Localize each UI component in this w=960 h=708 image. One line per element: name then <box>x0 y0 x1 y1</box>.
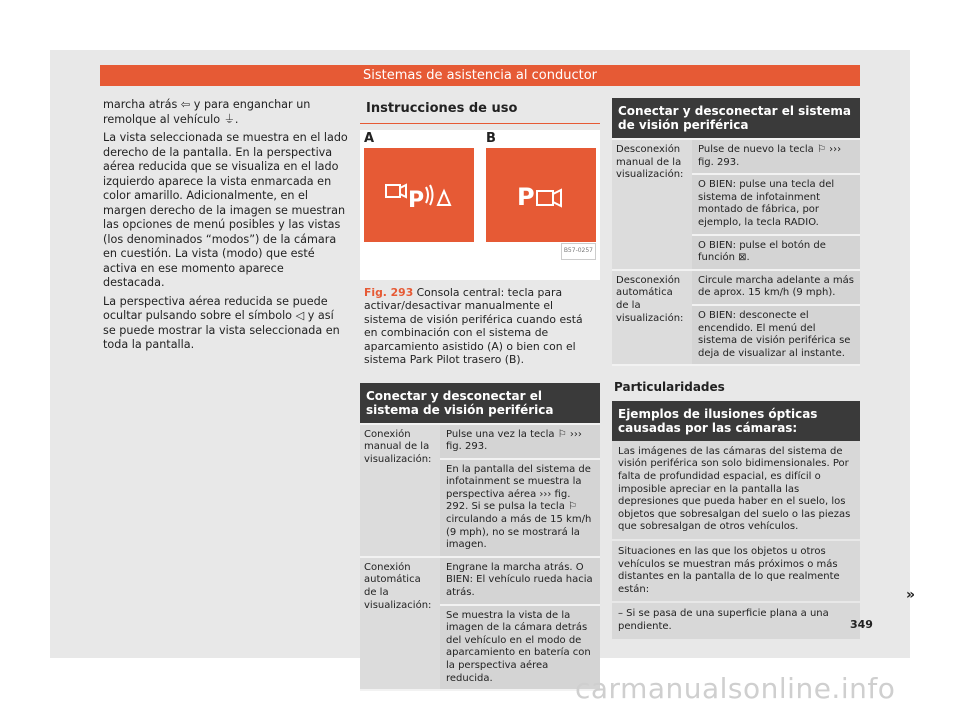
row-cell: Engrane la marcha atrás. O BIEN: El vehículo rueda hacia atrás. <box>440 558 600 604</box>
continue-arrow-icon: » <box>905 587 915 603</box>
section-title-instructions: Instrucciones de uso <box>360 98 600 124</box>
row-cell: Circule marcha adelante a más de aprox. 15 km/h (9 mph). <box>692 271 860 304</box>
svg-text:P: P <box>517 182 535 211</box>
table-title-connect: Conectar y desconectar el sistema de visión periférica <box>360 383 600 423</box>
svg-text:P: P <box>408 187 425 213</box>
disconnect-table <box>612 138 860 366</box>
figure-panel-a <box>364 148 474 242</box>
row-head-manual-connect: Conexión manual de la visualización: <box>360 425 440 556</box>
row-cell: Pulse una vez la tecla ⚐ ››› fig. 293. <box>440 425 600 458</box>
illusions-text-3: – Si se pasa de una superficie plana a una pendiente. <box>612 603 860 638</box>
illusions-text-1: Las imágenes de las cámaras del sistema de visión periférica son solo bidimensionales. Por falta de profundidad espacial, es difícil o imposible apreciar en la pantalla las depresiones que pueda haber en el suelo, los objetos que sobresalgan del suelo o las piezas que sobresalgan de otros vehículos. <box>612 441 860 539</box>
illusions-title: Ejemplos de ilusiones ópticas causadas por las cámaras: <box>612 401 860 441</box>
row-cell: O BIEN: pulse el botón de función ⊠. <box>692 236 860 269</box>
row-head-manual-disconnect: Desconexión manual de la visualización: <box>612 140 692 269</box>
column-right <box>612 98 860 641</box>
connect-table <box>360 423 600 692</box>
row-cell: O BIEN: desconecte el encendido. El menú del sistema de visión periférica se deja de visualizar al instante. <box>692 306 860 364</box>
figure-code: B57-0257 <box>561 243 596 260</box>
page-number: 349 <box>850 618 873 631</box>
row-head-auto-disconnect: Desconexión automática de la visualización: <box>612 271 692 365</box>
row-cell: O BIEN: pulse una tecla del sistema de infotainment montado de fábrica, por ejemplo, la tecla RADIO. <box>692 175 860 233</box>
row-head-auto-connect: Conexión automática de la visualización: <box>360 558 440 689</box>
row-cell: En la pantalla del sistema de infotainment se muestra la perspectiva aérea ››› fig. 292. Si se pulsa la tecla ⚐ circulando a más de 15 km/h (9 mph), no se mostrará la imagen. <box>440 460 600 556</box>
figure-caption <box>360 280 600 373</box>
figure-293 <box>360 130 600 280</box>
figure-label-b: B <box>486 130 496 146</box>
page-header: Sistemas de asistencia al conductor <box>100 65 860 86</box>
park-pilot-camera-icon <box>513 177 569 213</box>
figure-number: Fig. 293 <box>364 285 414 299</box>
park-assist-camera-icon <box>384 177 454 213</box>
figure-caption-text: Consola central: tecla para activar/desactivar manualmente el sistema de visión periférica cuando está en combinación con el sistema de aparcamiento asistido (A) o bien con el sistema Park Pilot trasero (B). <box>364 285 583 366</box>
paragraph-3: La perspectiva aérea reducida se puede ocultar pulsando sobre el símbolo ◁ y así se puede mostrar la vista seleccionada en toda la pantalla. <box>103 294 340 351</box>
paragraph-2: La vista seleccionada se muestra en el lado derecho de la pantalla. En la perspectiva aérea reducida que se visualiza en el lado izquierdo aparece la vista enmarcada en color amarillo. Adicionalmente, en el margen derecho de la imagen se muestran las opciones de menú posibles y las vistas (los denominados “modos”) de la cámara en cuestión. La vista (modo) que esté activa en ese momento aparece destacada. <box>103 131 348 289</box>
particularities-title: Particularidades <box>614 380 725 395</box>
illusions-text-2: Situaciones en las que los objetos u otros vehículos se muestran más próximos o más distantes en la pantalla de lo que realmente están: <box>612 541 860 601</box>
figure-label-a: A <box>364 130 375 146</box>
table-title-disconnect: Conectar y desconectar el sistema de visión periférica <box>612 98 860 138</box>
row-cell: Pulse de nuevo la tecla ⚐ ››› fig. 293. <box>692 140 860 173</box>
column-left <box>103 98 348 357</box>
figure-panel-b <box>486 148 596 242</box>
row-cell: Se muestra la vista de la imagen de la cámara detrás del vehículo en el modo de aparcamiento en batería con la perspectiva aérea reducida. <box>440 606 600 690</box>
paragraph-1: marcha atrás ⇦ y para enganchar un remolque al vehículo ⏚. <box>103 98 311 126</box>
watermark: carmanualsonline.info <box>575 672 896 705</box>
column-middle <box>360 98 600 691</box>
